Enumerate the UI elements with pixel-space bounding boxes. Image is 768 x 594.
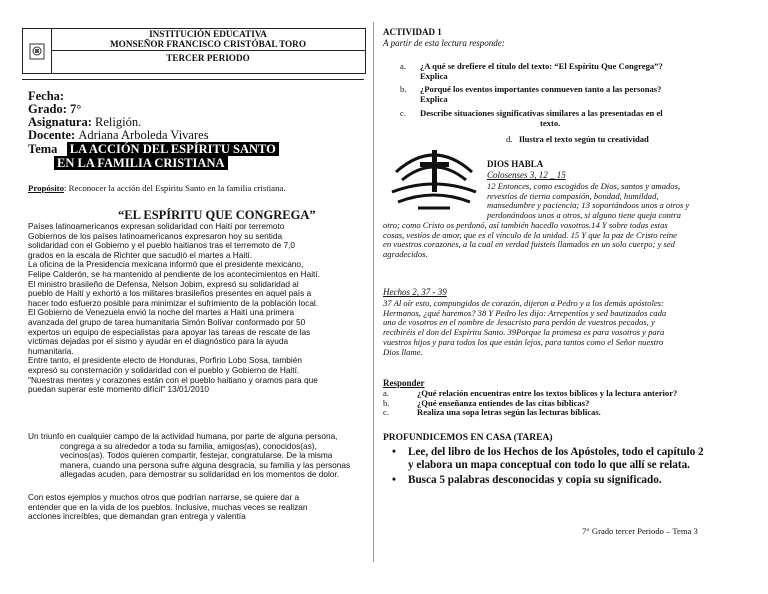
bible-ref-1: Colosenses 3, 12 _ 15 [487, 170, 566, 180]
holy-spirit-icon [388, 132, 480, 216]
activity-item-c: c. Describe situaciones significativas similares a las presentadas en el texto. [400, 107, 663, 128]
respond-list [383, 389, 763, 418]
homework-item-2: • Busca 5 palabras desconocidas y copia su significado. [392, 474, 662, 486]
bible-text-2: 37 Al oír esto, compungidos de corazón, dijeron a Pedro y a los demás apóstoles: Hermanos, ¿qué haremos? 38 Y Pedro les dijo: Arrepentíos y sed bautizados cada uno de vosotros en el nombre de Jesucristo para perdón de vuestros pecados, y recibiréis el don del Espíritu Santo. 39Porque la promesa es para vosotros y para vuestros hijos y para todos los que están lejos, para tantos como el Señor nuestro Dios llame. [383, 298, 667, 357]
date-field: Fecha: [28, 89, 65, 103]
paragraph-5: Con estos ejemplos y muchos otros que podrían narrarse, se quiere dar a entender que en la vida de los pueblos. Inclusive, muchas veces se realizan acciones increíbles, que demandan gran entrega y valentía [28, 492, 308, 522]
page-footer: 7° Grado tercer Periodo – Tema 3 [582, 526, 698, 536]
respond-item-a: a. ¿Qué relación encuentras entre los textos bíblicos y la lectura anterior? [383, 388, 678, 398]
activity-item-d: d. Ilustra el texto según tu creatividad [506, 134, 649, 144]
topic-field: Tema LA ACCIÓN DEL ESPÍRITU SANTO [28, 142, 279, 157]
paragraph-3: Entre tanto, el presidente electo de Honduras, Porfirio Lobo Sosa, también expresó su consternación y solidaridad con el pueblo y Gobierno de Haití. "Nuestras mentes y corazones están con el pueblo haitiano y oramos para que puedan superar este momento difícil" 13/01/2010 [28, 355, 318, 395]
reading-title: “EL ESPÍRITU QUE CONGREGA” [118, 208, 316, 222]
homework-title: PROFUNDICEMOS EN CASA (TAREA) [383, 433, 553, 443]
homework-list [392, 446, 762, 487]
school-header [22, 28, 366, 74]
paragraph-4: Un triunfo en cualquier campo de la actividad humana, por parte de alguna persona, congrega a su alrededor a toda su familia, amigos(as), conocidos(as), vecinos(as). Todos quieren compartir, festejar, congratularse. De la misma manera, cuando una persona sufre alguna desgracia, su familia y las personas allegadas acuden, para demostrar su solidaridad en los momentos de dolor. [28, 431, 351, 480]
paragraph-2: La oficina de la Presidencia mexicana informó que el presidente mexicano, Felipe Calderón, se ha mantenido al pendiente de los acontecimientos en Haití. El ministro brasileño de Defensa, Nelson Jobim, expresó su solidaridad al pueblo de Haití y exhortó a los militares brasileños presentes en aquel país a hacer todo esfuerzo posible para minimizar el sufrimiento de la población local. El Gobierno de Venezuela envió la noche del martes a Haití una primera avanzada del grupo de tarea humanitaria Simón Bolívar conformado por 50 expertos un equipo de especialistas para apoyar las tareas de rescate de las víctimas dejadas por el sismo y ayudar en el diagnóstico para la ayuda humanitaria. [28, 259, 320, 356]
header-divider [22, 79, 364, 80]
bible-heading: DIOS HABLA [487, 159, 544, 169]
purpose: Propósito: Reconocer la acción del Espíritu Santo en la familia cristiana. [28, 183, 286, 193]
period-label: TERCER PERIODO [166, 53, 250, 63]
respond-label: Responder [383, 378, 425, 388]
activity-item-a: a. ¿A qué se drefiere el título del texto: “El Espíritu Que Congrega”? Explica [400, 61, 663, 81]
bullet-icon: • [392, 474, 396, 486]
homework-item-1: • Lee, del libro de los Hechos de los Apóstoles, todo el capítulo 2 y elabora un mapa conceptual con todo lo que allí se relata. [392, 446, 704, 471]
reading-body [28, 222, 368, 395]
topic-line-2: EN LA FAMILIA CRISTIANA [54, 156, 228, 170]
grade-field: Grado: 7° [28, 102, 82, 116]
activity-item-b: b. ¿Porqué los eventos importantes conmueven tanto a las personas? Explica [400, 84, 662, 105]
paragraph-1: Países latinoamericanos expresan solidaridad con Haití por terremoto Gobiernos de los países latinoamericanos expresaron hoy su sentida solidaridad con el Gobierno y el pueblo haitianos tras el terremoto de 7,0 grados en la escala de Richter que sacudió el martes a Haití. [28, 221, 296, 260]
topic-line-2-wrap [54, 156, 228, 171]
bible-text-1: 12 Entonces, como escogidos de Dios, santos y amados, revestíos de tierna compasión, bondad, humildad, mansedumbre y paciencia; 13 soportándoos unos a otros y perdonándoos unos a otros, si alguno tiene queja contra [487, 181, 690, 221]
column-divider [373, 22, 374, 562]
school-name: INSTITUCIÓN EDUCATIVA MONSEÑOR FRANCISCO CRISTÓBAL TORO [51, 29, 365, 51]
activity-list [400, 62, 760, 128]
bullet-icon: • [392, 446, 396, 458]
teacher-field: Docente: Adriana Arboleda Vivares [28, 128, 209, 142]
bible-ref-2: Hechos 2, 37 - 39 [383, 287, 447, 297]
respond-item-b: b. ¿Qué enseñanza entiendes de las citas bíblicas? [383, 397, 590, 408]
respond-item-c: c. Realiza una sopa letras según las lecturas bíblicas. [383, 407, 601, 418]
activity-subtitle: A partir de esta lectura responde: [383, 38, 505, 48]
activity-title: ACTIVIDAD 1 [383, 27, 442, 37]
subject-field: Asignatura: Religión. [28, 115, 142, 129]
school-logo [23, 29, 52, 73]
topic-line-1: LA ACCIÓN DEL ESPÍRITU SANTO [67, 142, 279, 156]
bible-text-1b: otro; como Cristo os perdonó, así también hacedlo vosotros.14 Y sobre todas estas cosas, vestíos de amor, que es el vínculo de la unidad. 15 Y que la paz de Cristo reine en vuestros corazones, a la cual en verdad fuisteis llamados en un solo cuerpo; y sed agradecidos. [383, 220, 677, 260]
